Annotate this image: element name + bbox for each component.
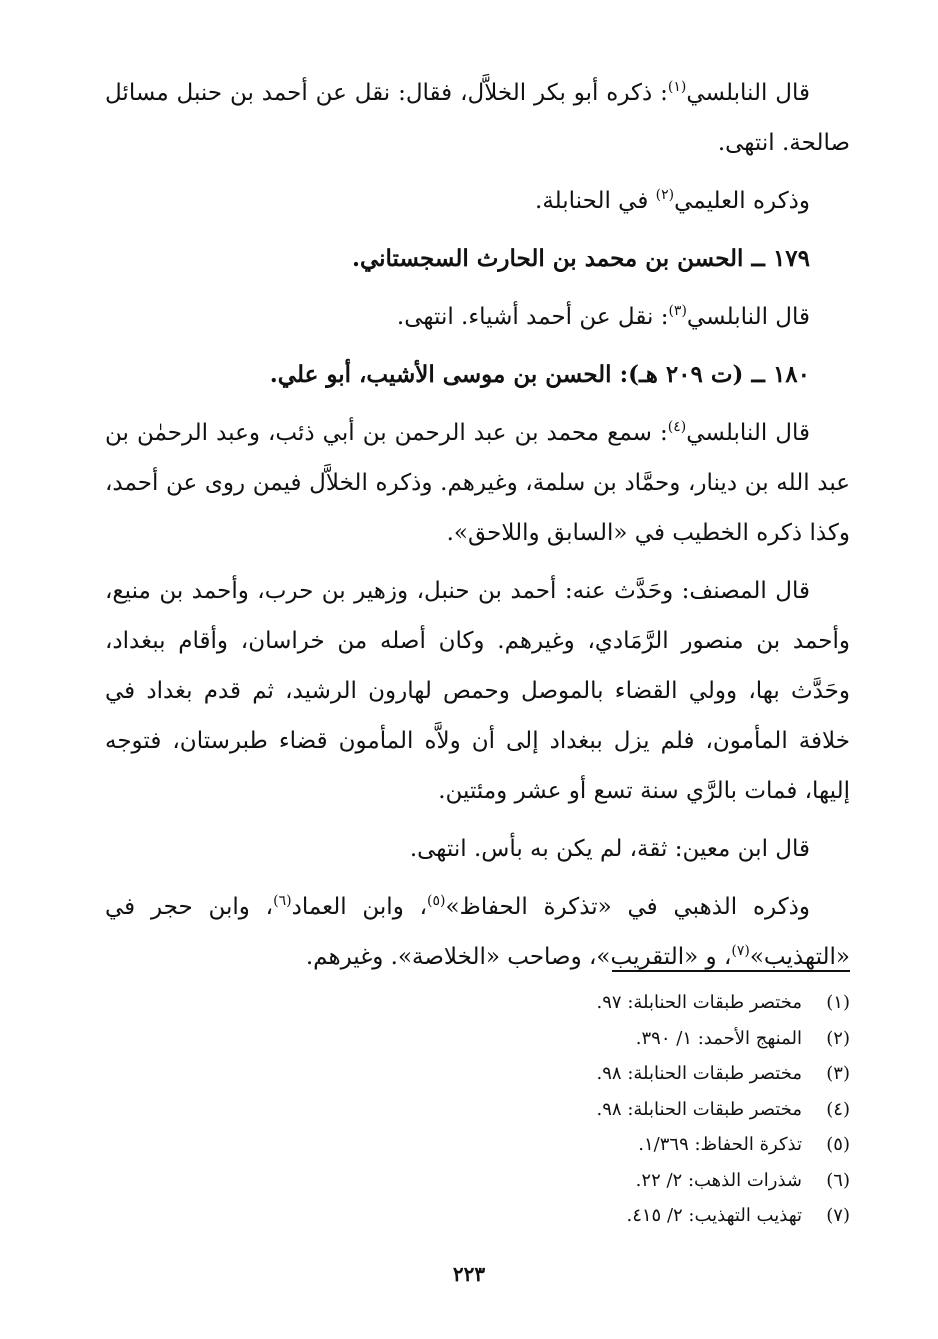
paragraph-8: قال ابن معين: ثقة، لم يكن به بأس. انتهى. xyxy=(409,836,810,862)
footnote-number: (٧) xyxy=(826,1205,850,1226)
footnote-7 xyxy=(250,1198,850,1234)
footnote-ref-7[interactable]: (٧) xyxy=(731,943,750,959)
paragraph-1 xyxy=(105,68,850,168)
paragraph-6 xyxy=(105,408,850,558)
text-run: ، وابن العماد xyxy=(291,894,428,920)
text-run: في الحنابلة. xyxy=(535,188,656,214)
footnote-number: (٤) xyxy=(826,1098,850,1120)
text-run: قال النابلسي xyxy=(686,304,810,330)
footnote-text: تهذيب التهذيب: ٢/ ٤١٥. xyxy=(626,1205,802,1226)
text-run: قال النابلسي xyxy=(686,80,810,106)
paragraph-2 xyxy=(105,176,850,226)
footnote-text: مختصر طبقات الحنابلة: ٩٨. xyxy=(596,1063,802,1084)
paragraph-4 xyxy=(105,292,850,342)
text-run: : ذكره أبو بكر الخلاَّل، فقال: نقل عن أحمد بن حنبل مسائل صالحة. انتهى. xyxy=(105,80,850,156)
footnote-4 xyxy=(250,1092,850,1128)
footnote-ref-6[interactable]: (٦) xyxy=(273,893,292,909)
footnote-number: (٦) xyxy=(826,1169,850,1191)
footnote-text: المنهج الأحمد: ١/ ٣٩٠. xyxy=(635,1027,802,1049)
text-run: وذكره الذهبي في «تذكرة الحفاظ» xyxy=(445,894,810,920)
footnote-6 xyxy=(250,1163,850,1199)
footnote-ref-2[interactable]: (٢) xyxy=(655,187,675,203)
footnote-ref-5[interactable]: (٥) xyxy=(427,893,446,909)
footnote-ref-4[interactable]: (٤) xyxy=(667,419,687,435)
entry-heading-179: ١٧٩ ــ الحسن بن محمد بن الحارث السجستاني. xyxy=(351,245,810,272)
footnote-ref-1[interactable]: (١) xyxy=(667,79,687,95)
footnote-2 xyxy=(250,1021,850,1057)
text-run: وذكره العليمي xyxy=(674,188,810,214)
footnote-3 xyxy=(250,1056,850,1092)
footnote-ref-3[interactable]: (٣) xyxy=(668,303,687,319)
footnote-number: (٥) xyxy=(826,1134,850,1155)
paragraph-9 xyxy=(105,882,850,982)
footnote-text: مختصر طبقات الحنابلة: ٩٧. xyxy=(596,992,802,1013)
footnote-1 xyxy=(250,985,850,1021)
text-run: ، و «التقريب»، وصاحب «الخلاصة». وغيرهم. xyxy=(305,944,732,970)
footnote-text: شذرات الذهب: ٢/ ٢٢. xyxy=(635,1169,802,1191)
footnote-text: تذكرة الحفاظ: ١/٣٦٩. xyxy=(638,1134,802,1155)
page-number: ٢٢٣ xyxy=(452,1262,486,1286)
entry-heading-180: ١٨٠ ــ (ت ٢٠٩ هـ): الحسن بن موسى الأشيب، أبو علي. xyxy=(269,361,810,388)
paragraph-7: قال المصنف: وحَدَّث عنه: أحمد بن حنبل، وزهير بن حرب، وأحمد بن منيع، وأحمد بن منصور الرَّمَادي، وغيرهم. وكان أصله من خراسان، وأقام ببغداد، وحَدَّث بها، وولي القضاء بالموصل وحمص لهارون الرشيد، ثم قدم بغداد في خلافة المأمون، فلم يزل ببغداد إلى أن ولاَّه المأمون قضاء طبرستان، فتوجه إليها، فمات بالرَّي سنة تسع أو عشر ومئتين. xyxy=(105,578,850,804)
text-run: : سمع محمد بن عبد الرحمن بن أبي ذئب، وعبد الرحمٰن بن عبد الله بن دينار، وحمَّاد بن سلمة، وغيرهم. وذكره الخلاَّل فيمن روى عن أحمد، وكذا ذكره الخطيب في «السابق واللاحق». xyxy=(105,420,850,546)
text-run: قال النابلسي xyxy=(686,420,810,446)
footnote-5 xyxy=(250,1127,850,1163)
text-run: ، وابن حجر في «التهذيب» xyxy=(105,894,850,970)
footnote-divider xyxy=(612,970,850,972)
footnote-number: (٣) xyxy=(826,1063,850,1084)
footnote-number: (٢) xyxy=(826,1027,850,1049)
footnotes xyxy=(250,985,850,1234)
text-run: : نقل عن أحمد أشياء. انتهى. xyxy=(396,304,669,330)
footnote-number: (١) xyxy=(826,992,850,1013)
main-text xyxy=(105,68,850,990)
footnote-text: مختصر طبقات الحنابلة: ٩٨. xyxy=(596,1098,802,1120)
